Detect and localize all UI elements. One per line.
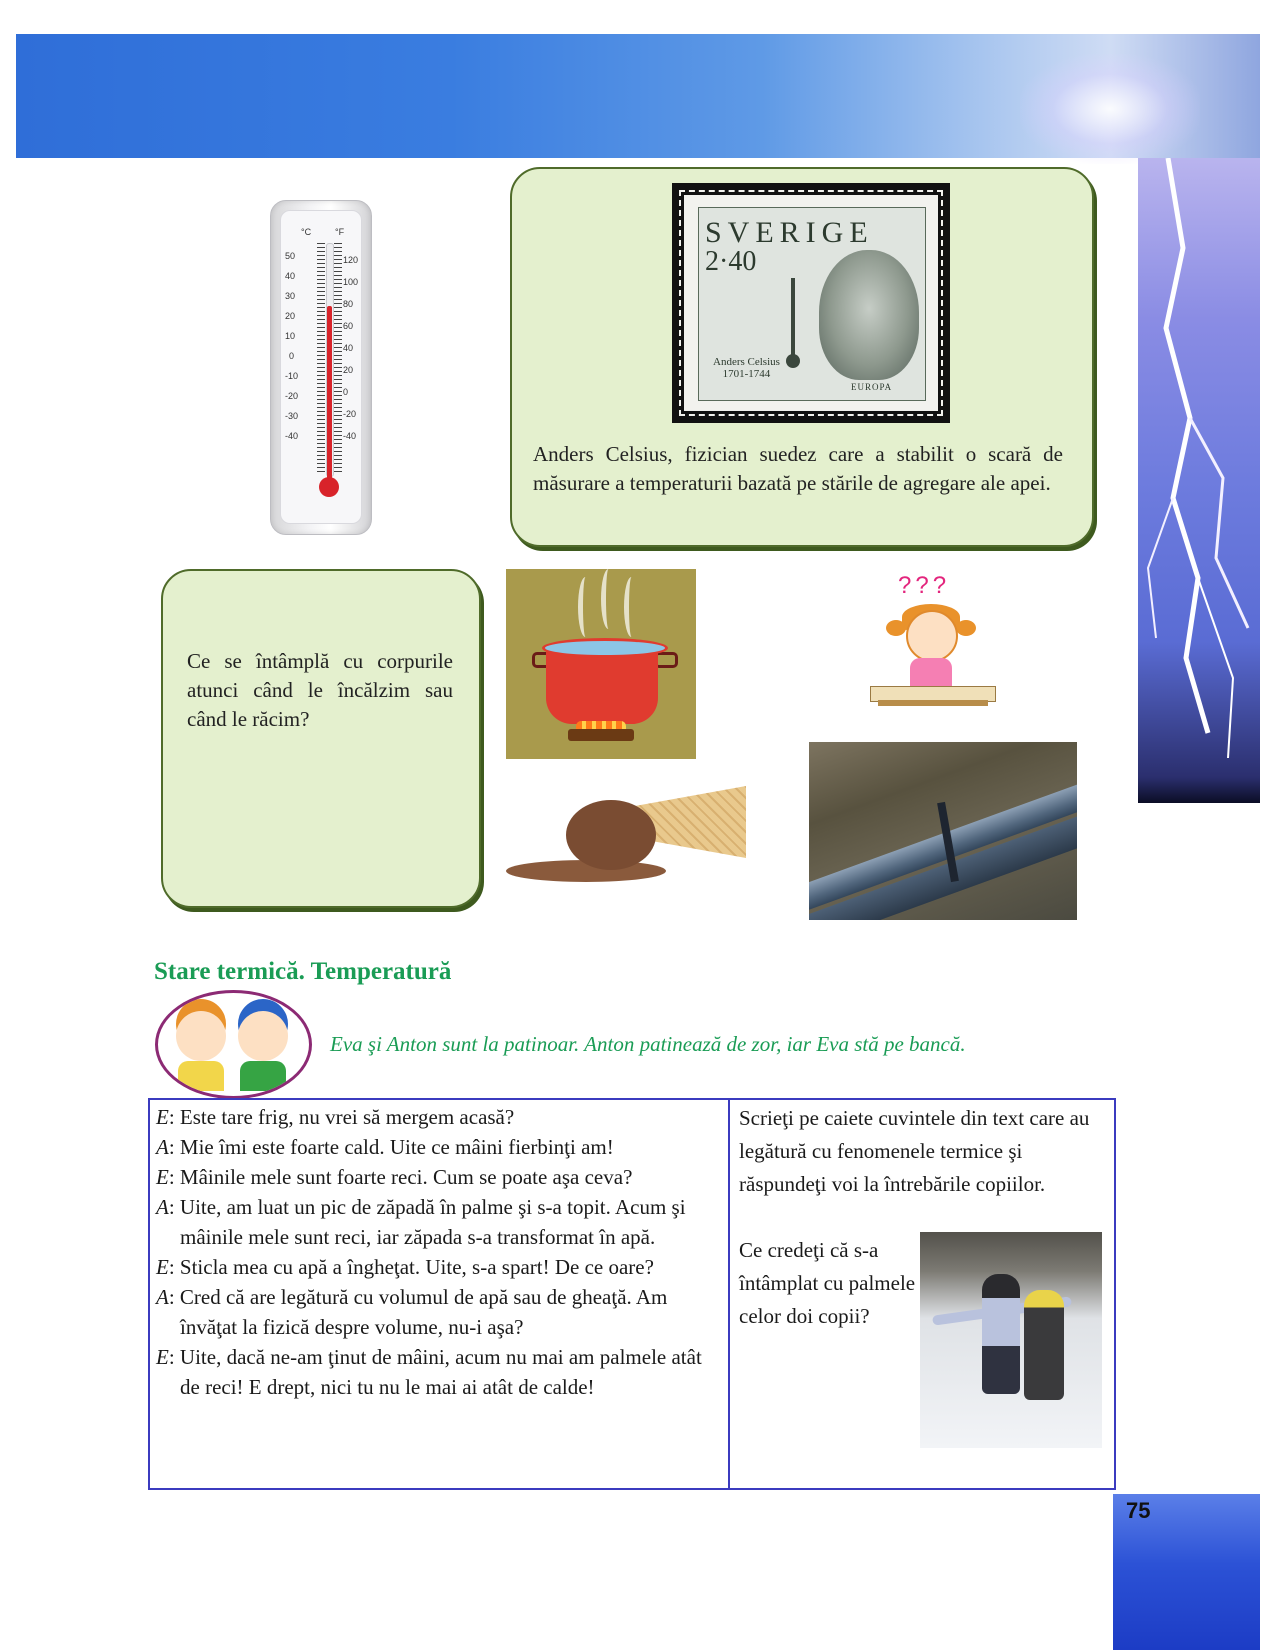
fahrenheit-label: 120 [343, 255, 359, 265]
celsius-label: -30 [285, 411, 299, 421]
fahrenheit-label: 100 [343, 277, 359, 287]
celsius-label: -40 [285, 431, 299, 441]
celsius-label: -20 [285, 391, 299, 401]
celsius-label: 20 [285, 311, 296, 321]
fahrenheit-unit: °F [335, 227, 345, 237]
stamp-country: SVERIGE [705, 216, 874, 249]
stamp-years: 1701-1744 [722, 368, 771, 380]
fahrenheit-label: 80 [343, 299, 354, 309]
melting-icecream-image [506, 778, 756, 898]
stamp-series: EUROPA [851, 382, 893, 392]
dialogue-line: E: Mâinile mele sunt foarte reci. Cum se poate aşa ceva? [156, 1165, 633, 1189]
thinking-girl-image [868, 572, 998, 722]
task-text: Scrieţi pe caiete cuvintele din text care au legătură cu fenomenele termice şi răspundeţi voi la întrebările copiilor. [739, 1106, 1090, 1196]
skaters-photo [920, 1232, 1102, 1448]
celsius-label: -10 [285, 371, 299, 381]
page-number: 75 [1126, 1498, 1151, 1523]
fahrenheit-label: 40 [343, 343, 354, 353]
dialogue-line: A: Cred că are legătură cu volumul de apă sau de gheaţă. Am învăţat la fizică despre volume, nu-i aşa? [156, 1285, 668, 1339]
dialogue-column [156, 1102, 722, 1402]
celsius-unit: °C [301, 227, 312, 237]
rail-track-image [809, 742, 1077, 920]
fahrenheit-label: -20 [343, 409, 357, 419]
stamp-value: 2·40 [705, 246, 757, 277]
dialogue-line: A: Uite, am luat un pic de zăpadă în palme şi s-a topit. Acum şi mâinile mele sunt reci, iar zăpada s-a transformat în apă. [156, 1195, 686, 1249]
dialogue-line: E: Uite, dacă ne-am ţinut de mâini, acum nu mai am palmele atât de reci! E drept, nici tu nu le mai ai atât de calde! [156, 1345, 702, 1399]
dialogue-line: E: Sticla mea cu apă a îngheţat. Uite, s-a spart! De ce oare? [156, 1255, 654, 1279]
dialogue-line: E: Este tare frig, nu vrei să mergem acasă? [156, 1105, 515, 1129]
lightning-image [1138, 158, 1260, 803]
fahrenheit-label: -40 [343, 431, 357, 441]
intro-text: Eva şi Anton sunt la patinoar. Anton patinează de zor, iar Eva stă pe bancă. [330, 1032, 966, 1056]
header-banner [16, 34, 1260, 158]
thermometer-image [270, 200, 372, 535]
celsius-label: 40 [285, 271, 296, 281]
celsius-label: 50 [285, 251, 296, 261]
celsius-caption: Anders Celsius, fizician suedez care a stabilit o scară de măsurare a temperaturii bazată pe stările de agregare ale apei. [533, 442, 1063, 495]
celsius-label: 30 [285, 291, 296, 301]
question-text: Ce se întâmplă cu corpurile atunci când le încălzim sau când le răcim? [187, 649, 453, 731]
dialogue-line: A: Mie îmi este foarte cald. Uite ce mâini fierbinţi am! [156, 1135, 614, 1159]
fahrenheit-label: 20 [343, 365, 354, 375]
celsius-label: 0 [289, 351, 295, 361]
palms-question: Ce credeţi că s-a întâmplat cu palmele celor doi copii? [739, 1238, 916, 1328]
section-title: Stare termică. Temperatură [154, 958, 452, 985]
question-marks: ??? [898, 572, 951, 599]
kids-avatar [155, 990, 312, 1099]
question-box [161, 569, 481, 908]
celsius-stamp-image [672, 183, 950, 423]
fahrenheit-label: 0 [343, 387, 349, 397]
fahrenheit-label: 60 [343, 321, 354, 331]
stamp-name: Anders Celsius [713, 356, 780, 368]
celsius-label: 10 [285, 331, 296, 341]
boiling-pot-image [506, 569, 696, 759]
